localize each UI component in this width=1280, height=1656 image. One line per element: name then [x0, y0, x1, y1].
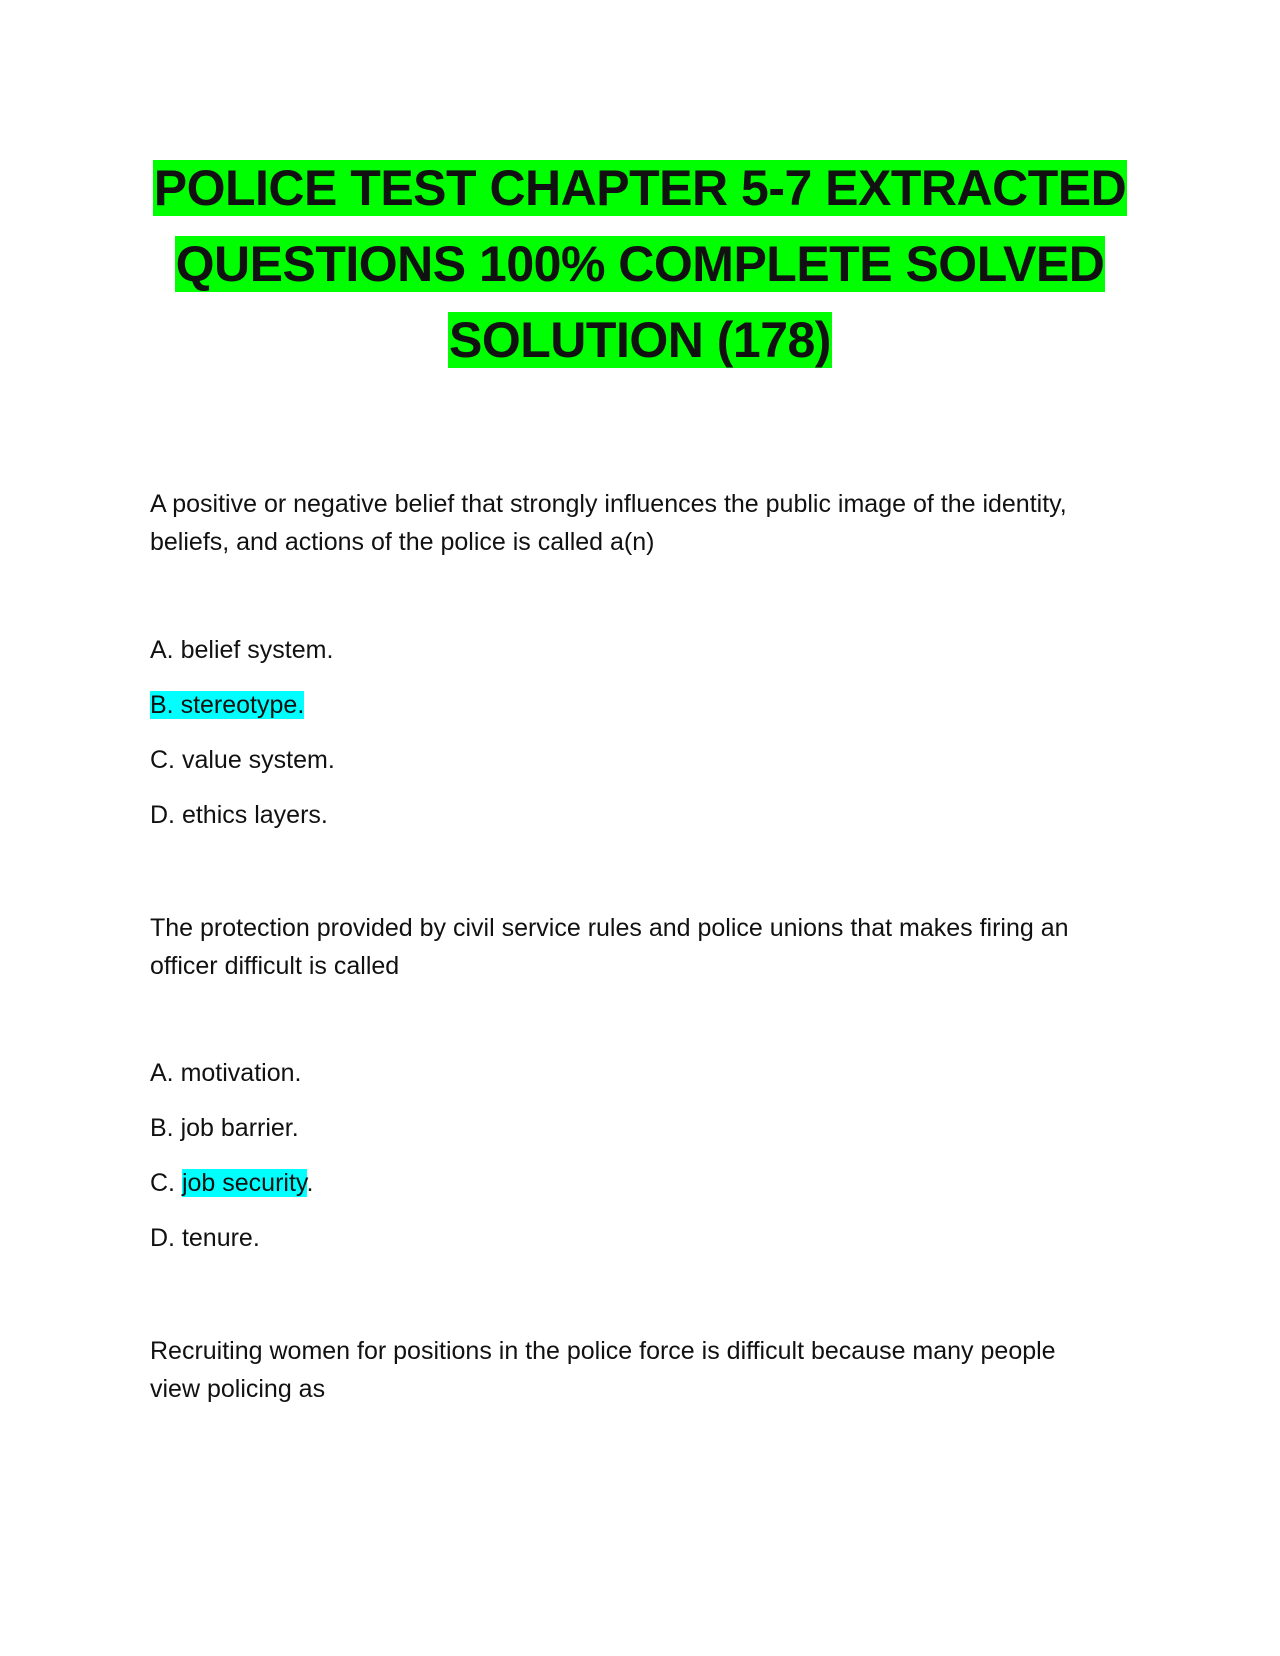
question-1-text: A positive or negative belief that strongly influences the public image of the identity, beliefs, and actions of the police is called a(n) [150, 490, 1067, 556]
option-prefix: C. [150, 1169, 175, 1197]
option-prefix: B. [150, 691, 174, 719]
option-prefix: D. [150, 1224, 175, 1252]
option-label: motivation. [180, 1059, 302, 1087]
question-2-text: The protection provided by civil service rules and police unions that makes firing an officer difficult is called [150, 914, 1069, 980]
question-3-text: Recruiting women for positions in the police force is difficult because many people view policing as [150, 1337, 1056, 1403]
option-prefix: A. [150, 636, 174, 664]
option-label: tenure. [181, 1224, 260, 1252]
question-1-option-c [150, 743, 335, 777]
question-1-option-b [150, 688, 304, 722]
question-2-option-a [150, 1056, 301, 1090]
question-1-option-d [150, 798, 328, 832]
question-2-option-c [150, 1166, 314, 1200]
option-label: belief system. [180, 636, 334, 664]
option-suffix: . [306, 1169, 314, 1197]
option-label: ethics layers. [181, 801, 328, 829]
option-prefix: A. [150, 1059, 174, 1087]
option-prefix: D. [150, 801, 175, 829]
document-title-text: POLICE TEST CHAPTER 5-7 EXTRACTED QUESTIONS 100% COMPLETE SOLVED SOLUTION (178) [153, 160, 1127, 368]
option-label: stereotype. [180, 691, 305, 719]
option-prefix: C. [150, 746, 175, 774]
question-2-option-b [150, 1111, 299, 1145]
document-title [150, 150, 1130, 378]
option-label: job barrier. [180, 1114, 299, 1142]
answer-highlight: job security [181, 1169, 307, 1197]
option-prefix: B. [150, 1114, 174, 1142]
question-2-option-d [150, 1221, 260, 1255]
question-1-option-a [150, 633, 333, 667]
answer-highlight [150, 691, 304, 719]
option-label: value system. [181, 746, 335, 774]
